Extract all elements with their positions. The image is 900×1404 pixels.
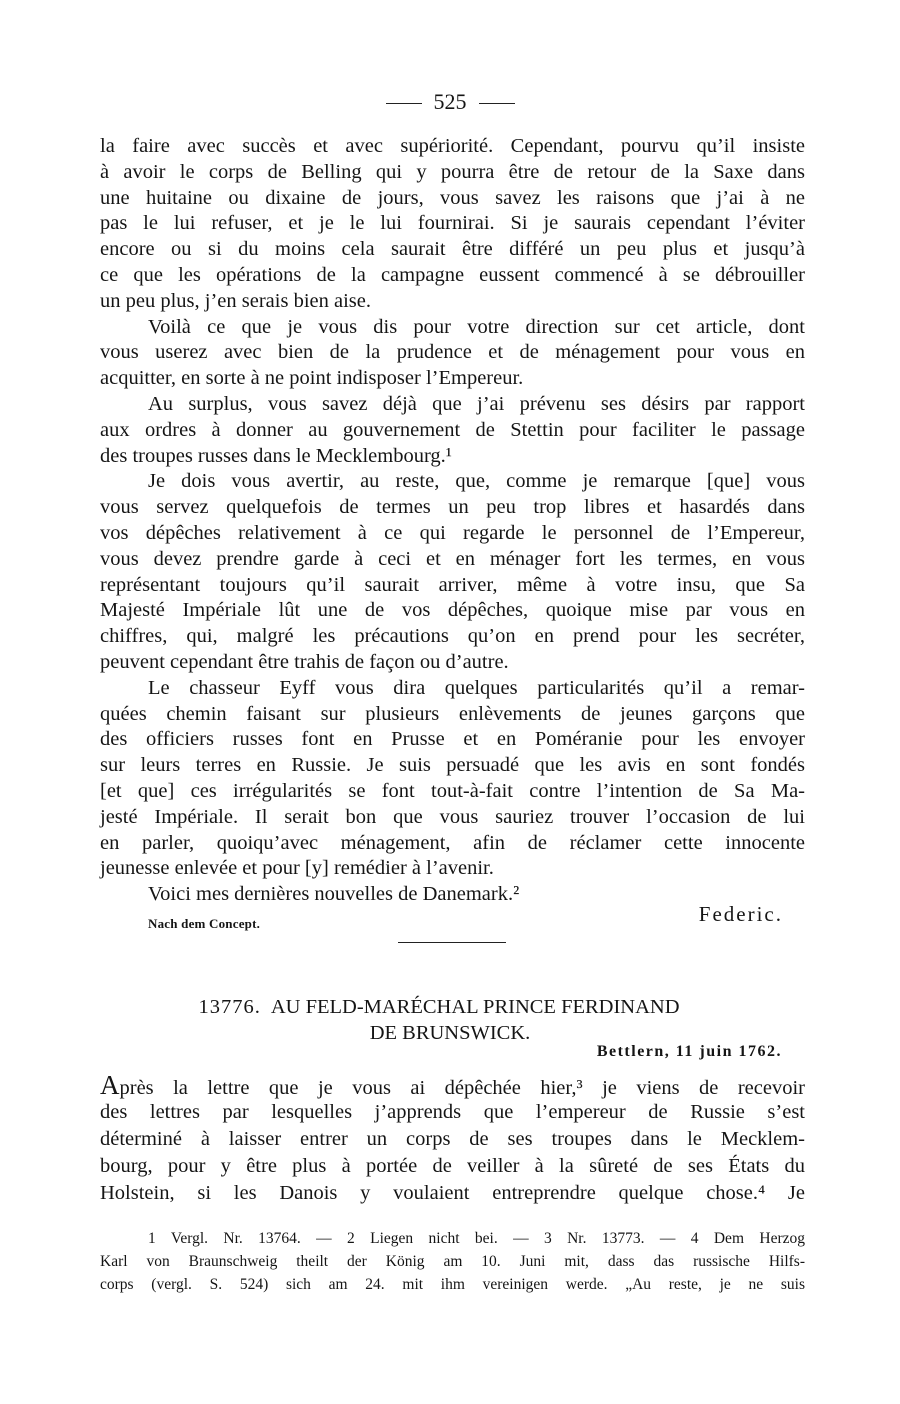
- body-line-text: ce que les opérations de la campagne eussent commencé à se débrouiller: [100, 263, 805, 286]
- page-header: [0, 88, 900, 116]
- body-line-text: Je dois vous avertir, au reste, que, comme je remarque [que] vous: [148, 470, 805, 493]
- body-line: [100, 469, 805, 495]
- header-rule-left: [386, 103, 422, 104]
- body-line: [100, 702, 805, 728]
- body-line: [100, 831, 805, 857]
- body-line-text: des troupes russes dans le Mecklembourg.¹: [100, 444, 452, 467]
- letter-line: [100, 1099, 805, 1126]
- body-line: [100, 134, 805, 160]
- body-line-text: Majesté Impériale lût une de vos dépêches, quoique mise par vous en: [100, 599, 805, 622]
- body-line: [100, 521, 805, 547]
- letter-line: [100, 1153, 805, 1180]
- body-line-text: Voici mes dernières nouvelles de Danemark.²: [148, 883, 520, 906]
- closing-row: [100, 902, 805, 932]
- body-line-text: Voilà ce que je vous dis pour votre direction sur cet article, dont: [148, 315, 805, 338]
- body-line-text: un peu plus, j’en serais bien aise.: [100, 289, 371, 312]
- document-heading: [0, 994, 900, 1046]
- body-line: [100, 624, 805, 650]
- body-line-text: Au surplus, vous savez déjà que j’ai prévenu ses désirs par rapport: [148, 392, 805, 415]
- body-line-text: une huitaine ou dixaine de jours, vous savez les raisons que j’ai à ne: [100, 186, 805, 209]
- body-line-text: représentant toujours qu’il saurait arriver, même à votre insu, que Sa: [100, 573, 805, 596]
- body-line: [100, 366, 805, 392]
- body-line-text: vous servez quelquefois de termes un peu trop libres et hasardés dans: [100, 496, 805, 519]
- body-line-text: vos dépêches relativement à ce qui regarde le personnel de l’Empereur,: [100, 521, 805, 544]
- source-note: Nach dem Concept.: [148, 916, 261, 931]
- body-line: [100, 495, 805, 521]
- letter-line-text: Holstein, si les Danois y voulaient entreprendre quelque chose.⁴ Je: [100, 1182, 805, 1204]
- letter-line-text: près la lettre que je vous ai dépêchée hier,³ je viens de recevoir: [119, 1077, 805, 1099]
- body-line-text: sur leurs terres en Russie. Je suis persuadé que les avis en sont fondés: [100, 754, 805, 777]
- body-line-text: [et que] ces irrégularités se font tout-à-fait contre l’intention de Sa Ma-: [100, 779, 805, 802]
- heading-title-line-1: AU FELD-MARÉCHAL PRINCE FERDINAND: [270, 996, 680, 1018]
- body-line: [100, 237, 805, 263]
- footnote-line: [100, 1273, 805, 1296]
- letter-line-text: bourg, pour y être plus à portée de veiller à la sûreté de ses États du: [100, 1155, 805, 1177]
- body-line-text: la faire avec succès et avec supériorité. Cependant, pourvu qu’il insiste: [100, 135, 805, 157]
- body-line-text: des officiers russes font en Prusse et en Poméranie pour les envoyer: [100, 728, 805, 751]
- body-line: [100, 727, 805, 753]
- body-line-text: encore ou si du moins cela saurait être différé un peu plus et jusqu’à: [100, 238, 805, 261]
- footnote-line-text: 1 Vergl. Nr. 13764. — 2 Liegen nicht bei. — 3 Nr. 13773. — 4 Dem Herzog: [148, 1230, 805, 1247]
- body-line: [100, 289, 805, 315]
- body-line-text: à avoir le corps de Belling qui y pourra être de retour de la Saxe dans: [100, 160, 805, 183]
- body-line-text: aux ordres à donner au gouvernement de Stettin pour faciliter le passage: [100, 418, 805, 441]
- footnote-line: [100, 1250, 805, 1273]
- body-line-text: en parler, quoiqu’avec ménagement, afin de réclamer cette innocente: [100, 831, 805, 854]
- body-line: [100, 392, 805, 418]
- body-line-text: peuvent cependant être trahis de façon ou d’autre.: [100, 650, 509, 673]
- page-number: 525: [433, 89, 467, 114]
- body-line: [100, 315, 805, 341]
- letter-body-new: [100, 1072, 805, 1207]
- body-line: [100, 805, 805, 831]
- body-line-text: jesté Impériale. Il serait bon que vous sauriez trouver l’occasion de lui: [100, 805, 805, 828]
- body-line: [100, 573, 805, 599]
- body-line: [100, 340, 805, 366]
- body-line: [100, 676, 805, 702]
- letter-line: [100, 1126, 805, 1153]
- body-line-text: vous devez prendre garde à ceci et en ménager fort les termes, en vous: [100, 547, 805, 570]
- letter-line: [100, 1072, 805, 1099]
- letter-line-text: déterminé à laisser entrer un corps de ses troupes dans le Mecklem-: [100, 1128, 805, 1150]
- body-line-text: vous userez avec bien de la prudence et de ménagement pour vous en: [100, 341, 805, 364]
- drop-cap: A: [100, 1070, 120, 1100]
- footnote-line-text: corps (vergl. S. 524) sich am 24. mit ihm vereinigen werde. „Au reste, je ne suis: [100, 1276, 805, 1293]
- header-rule-right: [479, 103, 515, 104]
- place-date: Bettlern, 11 juin 1762.: [596, 1043, 782, 1060]
- section-separator: [398, 942, 506, 943]
- footnote-line-text: Karl von Braunschweig theilt der König am 10. Juni mit, dass das russische Hilfs-: [100, 1253, 805, 1270]
- footnote-line: [100, 1227, 805, 1250]
- body-line: [100, 547, 805, 573]
- body-line: [100, 186, 805, 212]
- body-line: [100, 444, 805, 470]
- letter-body-continued: [100, 134, 805, 908]
- body-line-text: chiffres, qui, malgré les précautions qu’on en prend pour les secréter,: [100, 625, 805, 648]
- body-line: [100, 418, 805, 444]
- body-line: [100, 160, 805, 186]
- document-number: 13776.: [198, 996, 261, 1018]
- body-line-text: quées chemin faisant sur plusieurs enlèvements de jeunes garçons que: [100, 702, 805, 725]
- body-line: [100, 263, 805, 289]
- heading-line-1: [0, 994, 900, 1020]
- body-line-text: jeunesse enlevée et pour [y] remédier à l’avenir.: [100, 857, 494, 880]
- body-line: [100, 598, 805, 624]
- body-line: [100, 779, 805, 805]
- body-line: [100, 650, 805, 676]
- body-line-text: acquitter, en sorte à ne point indisposer l’Empereur.: [100, 367, 524, 390]
- letter-line: [100, 1180, 805, 1207]
- body-line: [100, 211, 805, 237]
- body-line-text: pas le lui refuser, et je le lui fournirai. Si je saurais cependant l’éviter: [100, 212, 805, 235]
- signature: Federic.: [698, 902, 783, 926]
- footnotes: [100, 1227, 805, 1296]
- body-line-text: Le chasseur Eyff vous dira quelques particularités qu’il a remar-: [148, 676, 805, 699]
- heading-title-line-2: DE BRUNSWICK.: [369, 1022, 531, 1044]
- letter-line-text: des lettres par lesquelles j’apprends que l’empereur de Russie s’est: [100, 1101, 805, 1123]
- body-line: [100, 753, 805, 779]
- body-line: [100, 856, 805, 882]
